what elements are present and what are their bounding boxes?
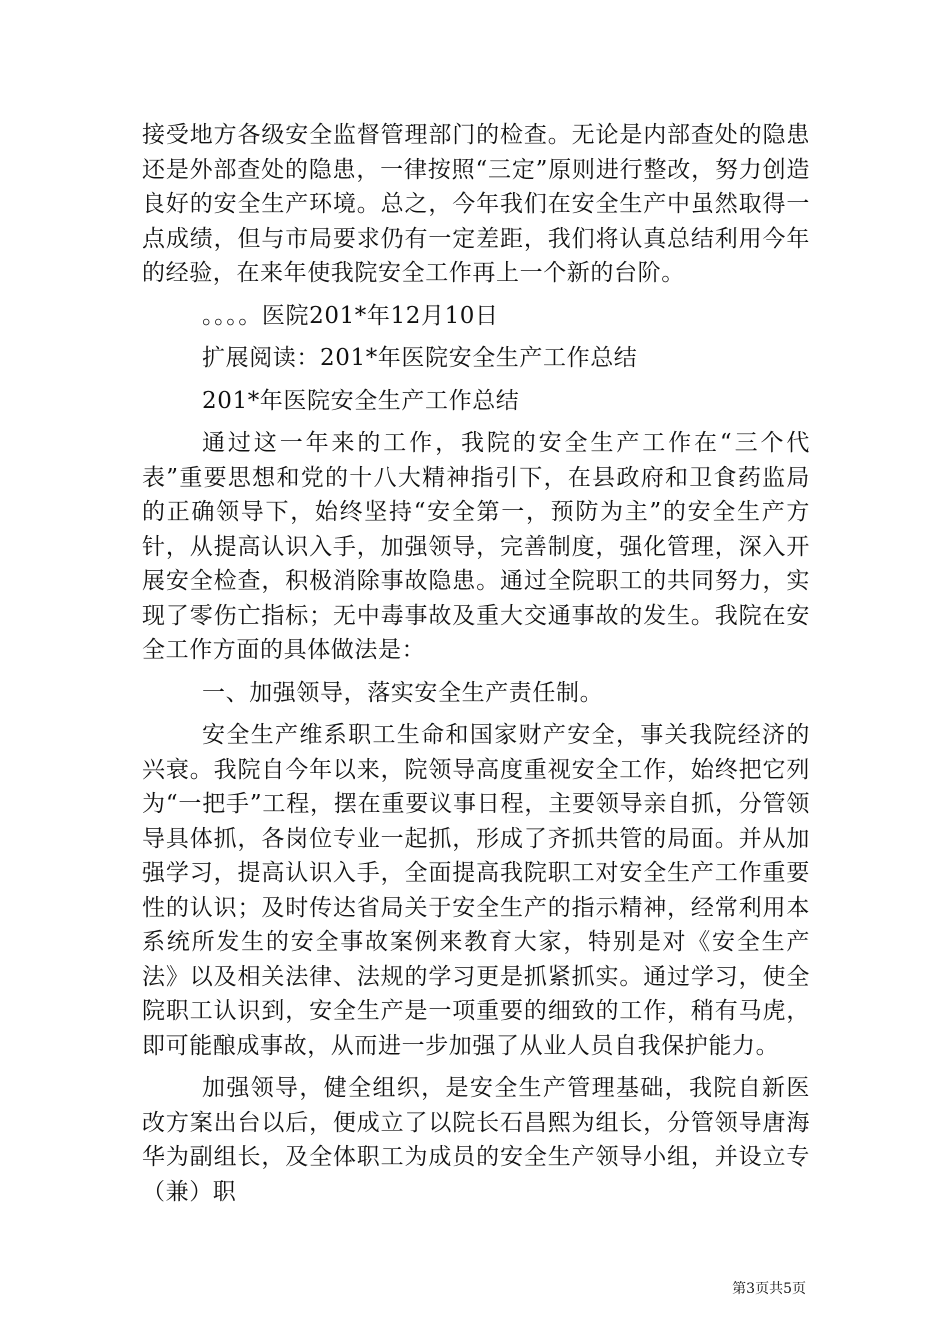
paragraph-leadership-detail: 安全生产维系职工生命和国家财产安全，事关我院经济的兴衰。我院自今年以来，院领导高度重视安全工作，始终把它列为“一把手”工程，摆在重要议事日程，主要领导亲自抓，分管领导具体抓，各岗位专业一起抓，形成了齐抓共管的局面。并从加强学习，提高认识入手，全面提高我院职工对安全生产工作重要性的认识；及时传达省局关于安全生产的指示精神，经常利用本系统所发生的安全事故案例来教育大家，特别是对《安全生产法》以及相关法律、法规的学习更是抓紧抓实。通过学习，使全院职工认识到，安全生产是一项重要的细致的工作，稍有马虎，即可能酿成事故，从而进一步加强了从业人员自我保护能力。 (142, 722, 810, 1059)
paragraph-closing-summary: 接受地方各级安全监督管理部门的检查。无论是内部查处的隐患还是外部查处的隐患，一律按照“三定”原则进行整改，努力创造良好的安全生产环境。总之，今年我们在安全生产中虽然取得一点成绩，但与市局要求仍有一定差距，我们将认真总结利用今年的经验，在来年使我院安全工作再上一个新的台阶。 (142, 122, 810, 286)
document-body (142, 118, 810, 1209)
section-heading-leadership: 一、加强领导，落实安全生产责任制。 (202, 679, 604, 706)
paragraph-organization: 加强领导，健全组织，是安全生产管理基础，我院自新医改方案出台以后，便成立了以院长石昌熙为组长，分管领导唐海华为副组长，及全体职工为成员的安全生产领导小组，并设立专（兼）职 (142, 1075, 810, 1205)
paragraph-signature-date: 。。。。医院201*年12月10日 (202, 302, 499, 329)
paragraph-introduction: 通过这一年来的工作，我院的安全生产工作在“三个代表”重要思想和党的十八大精神指引下，在县政府和卫食药监局的正确领导下，始终坚持“安全第一，预防为主”的安全生产方针，从提高认识入手，加强领导，完善制度，强化管理，深入开展安全检查，积极消除事故隐患。通过全院职工的共同努力，实现了零伤亡指标；无中毒事故及重大交通事故的发生。我院在安全工作方面的具体做法是： (142, 430, 810, 663)
document-subtitle: 201*年医院安全生产工作总结 (202, 387, 520, 414)
page-number: 第3页共5页 (732, 1281, 806, 1297)
paragraph-extended-reading: 扩展阅读：201*年医院安全生产工作总结 (202, 345, 638, 371)
